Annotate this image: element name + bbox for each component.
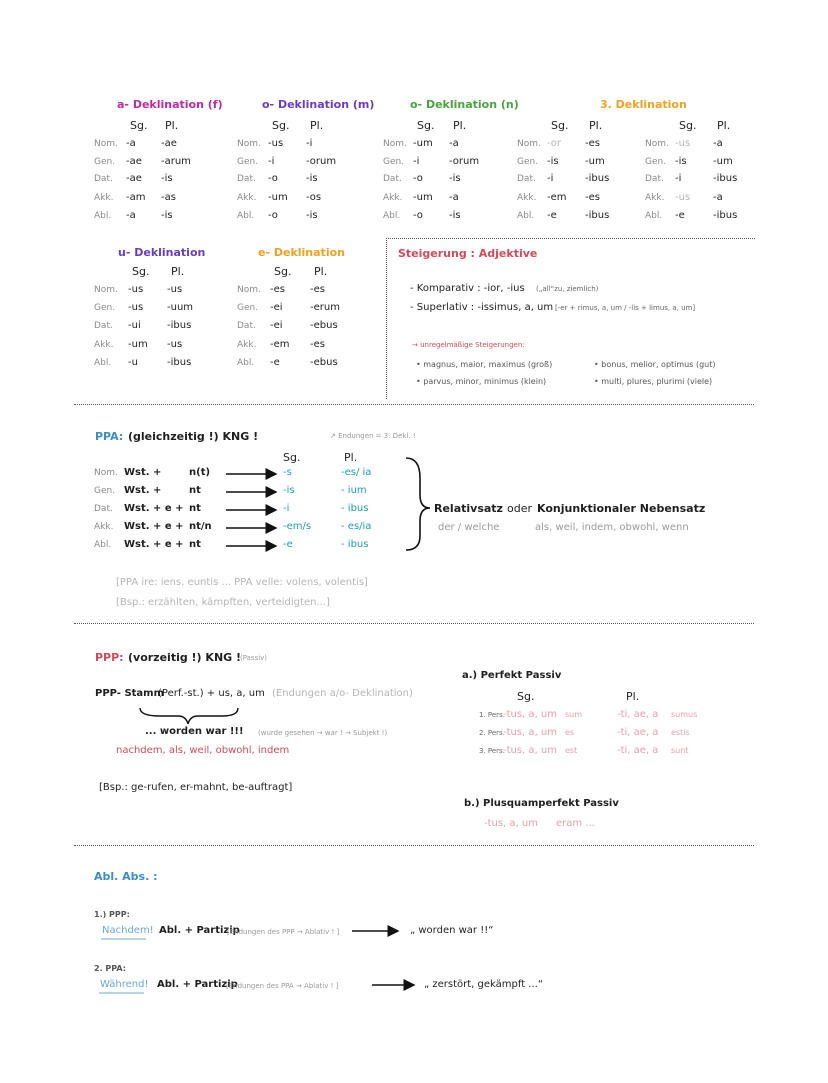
perfekt-person: 2. Pers. [479,729,505,737]
komparativ-rule: - Komparativ : -ior, -ius [410,283,525,294]
perfekt-person: 1. Pers. [479,711,505,719]
ppp-stem-detail: (Perf.-st.) + us, a, um [158,688,265,699]
ppa-sg-header: Sg. [283,451,301,464]
pl-ending: -ebus [310,357,338,368]
case-label: Nom. [383,139,407,149]
ppa-stem: Wst. + [124,467,162,478]
ppa-pl-ending: - ium [341,485,367,496]
sg-ending: -us [268,138,284,149]
case-label: Dat. [237,321,256,331]
case-label: Abl. [517,211,535,221]
ppa-sg-ending: -e [283,539,293,550]
sg-ending: -ei [270,302,283,313]
ppp-conjunctions: nachdem, als, weil, obwohl, indem [116,745,290,756]
abl-abs-result: „ zerstört, gekämpft ...“ [424,979,544,990]
ppa-sg-ending: -is [283,485,295,496]
relativsatz-label: Relativsatz [434,502,503,515]
abl-abs-result: „ worden war !!“ [410,925,494,936]
ppa-sg-ending: -i [283,503,290,514]
sg-ending: -ae [126,156,142,167]
sg-ending: -es [270,284,285,295]
pl-ending: -us [167,284,183,295]
ppa-brace [406,458,430,550]
sg-header: Sg. [679,119,697,132]
ppp-stem-note: (Endungen a/o- Deklination) [272,688,413,699]
perfekt-sg-header: Sg. [517,690,535,703]
pl-header: Pl. [165,119,179,132]
sg-ending: -um [128,339,148,350]
sg-header: Sg. [132,265,150,278]
pl-ending: -es [310,284,325,295]
konjunktional-label: Konjunktionaler Nebensatz [537,502,706,515]
case-label: Gen. [94,303,116,313]
case-label: Dat. [94,321,113,331]
perfekt-passiv-title: a.) Perfekt Passiv [462,670,562,681]
pl-ending: -es [585,192,600,203]
irregular-example: • magnus, maior, maximus (groß) [416,360,553,369]
ppa-stem: Wst. + e + [124,503,184,514]
case-label: Gen. [237,303,259,313]
sg-ending: -us [675,192,691,203]
case-label: Dat. [237,174,256,184]
case-label: Abl. [94,540,112,550]
ppp-worden-note: (wurde gesehen → war ! → Subjekt !) [258,729,388,737]
irregular-example: • parvus, minor, minimus (klein) [416,377,547,386]
pl-ending: -es [310,339,325,350]
declension-title: o- Deklination (m) [262,98,375,111]
pl-ending: -a [449,192,459,203]
ppa-pl-ending: -es/ ia [341,467,372,478]
case-label: Nom. [237,139,261,149]
irregular-label: → unregelmäßige Steigerungen: [412,341,525,349]
ppp-worden: ... worden war !!! [145,726,244,737]
pl-ending: -um [713,156,733,167]
sg-ending: -us [128,302,144,313]
perfekt-sg-ending: -tus, a, um [503,709,557,720]
case-label: Dat. [94,174,113,184]
pl-ending: -orum [306,156,337,167]
pl-header: Pl. [171,265,185,278]
ppa-sg-ending: -em/s [283,521,312,532]
sg-ending: -ei [270,320,283,331]
case-label: Gen. [94,486,116,496]
pl-ending: -ae [161,138,177,149]
perfekt-pl-ending: -ti, ae, a [617,709,659,720]
pl-ending: -ibus [585,173,610,184]
pl-ending: -ibus [167,320,192,331]
pl-ending: -es [585,138,600,149]
case-label: Akk. [94,193,114,203]
pl-ending: -ibus [713,173,738,184]
abl-abs-section-1: 1.) PPP: [94,910,130,919]
ppa-suffix: nt [189,485,201,496]
case-label: Akk. [237,340,257,350]
sg-ending: -um [268,192,288,203]
case-label: Abl. [645,211,663,221]
perfekt-sg-aux: sum [565,710,583,719]
abl-abs-rule: Abl. + Partizip [157,979,238,990]
perfekt-pl-aux: sunt [671,746,689,755]
abl-abs-note: [Endungen des PPP → Ablativ ! ] [227,928,340,936]
sg-ending: -us [675,138,691,149]
sg-ending: -o [413,210,423,221]
ppa-stem: Wst. + e + [124,539,184,550]
ppa-stem: Wst. + [124,485,162,496]
sg-ending: -i [268,156,275,167]
superlativ-note: [-er + rimus, a, um / -lis + limus, a, um] [555,304,696,312]
declension-title: o- Deklination (n) [410,98,519,111]
plusquamperfekt-aux: eram ... [556,818,595,829]
sg-ending: -a [126,210,136,221]
ppa-suffix: nt [189,503,201,514]
ppp-passiv-note: (Passiv) [240,654,268,662]
case-label: Akk. [94,340,114,350]
perfekt-sg-aux: es [565,728,575,737]
sg-ending: -e [675,210,685,221]
perfekt-pl-aux: estis [671,728,690,737]
case-label: Akk. [237,193,257,203]
ppa-endings-note: ↗ Endungen = 3. Dekl. ! [330,432,416,440]
perfekt-pl-header: Pl. [626,690,640,703]
case-label: Nom. [237,285,261,295]
ppa-suffix: nt [189,539,201,550]
ppa-subtitle: (gleichzeitig !) KNG ! [128,430,259,443]
ppa-arrows [226,474,276,546]
perfekt-sg-aux: est [565,746,578,755]
pl-ending: -uum [167,302,194,313]
case-label: Nom. [94,139,118,149]
case-label: Dat. [517,174,536,184]
pl-ending: -is [161,173,173,184]
sg-ending: -or [547,138,562,149]
conjunction-list: als, weil, indem, obwohl, wenn [535,522,689,533]
declension-title: 3. Deklination [600,98,687,111]
case-label: Nom. [517,139,541,149]
section-divider [74,623,754,624]
oder-label: oder [507,502,533,515]
sg-ending: -is [675,156,687,167]
case-label: Gen. [94,157,116,167]
ppa-sg-ending: -s [283,467,292,478]
komparativ-note: („all“zu, ziemlich) [536,285,599,293]
sg-header: Sg. [130,119,148,132]
irregular-example: • multi, plures, plurimi (viele) [594,377,713,386]
case-label: Nom. [94,285,118,295]
sg-ending: -em [547,192,567,203]
case-label: Abl. [94,358,112,368]
pl-ending: -us [167,339,183,350]
sg-ending: -e [270,357,280,368]
pl-ending: -arum [161,156,191,167]
case-label: Gen. [383,157,405,167]
sg-ending: -u [128,357,138,368]
ppa-pl-header: Pl. [344,451,358,464]
case-label: Abl. [237,358,255,368]
ppp-stem-label: PPP- Stamm [95,688,165,699]
perfekt-pl-aux: sumus [671,710,698,719]
irregular-example: • bonus, melior, optimus (gut) [594,360,716,369]
sg-ending: -um [413,192,433,203]
case-label: Nom. [94,468,118,478]
relativ-pronouns: der / welche [438,522,500,533]
pl-ending: -i [306,138,313,149]
sg-ending: -us [128,284,144,295]
pl-ending: -ibus [713,210,738,221]
ppa-stem: Wst. + e + [124,521,184,532]
case-label: Gen. [517,157,539,167]
case-label: Akk. [517,193,537,203]
ppa-note: [PPA ire: iens, euntis ... PPA velle: volens, volentis] [116,577,368,588]
abl-abs-title: Abl. Abs. : [94,870,158,883]
pl-ending: -a [449,138,459,149]
sg-ending: -um [413,138,433,149]
case-label: Nom. [645,139,669,149]
pl-ending: -ibus [585,210,610,221]
plusquamperfekt-ending: -tus, a, um [484,818,538,829]
pl-header: Pl. [717,119,731,132]
pl-ending: -a [713,138,723,149]
ppa-pl-ending: - es/ia [341,521,372,532]
case-label: Dat. [94,504,113,514]
case-label: Akk. [383,193,403,203]
pl-ending: -um [585,156,605,167]
pl-header: Pl. [453,119,467,132]
perfekt-sg-ending: -tus, a, um [503,745,557,756]
abl-abs-keyword: Während! [100,979,149,990]
sg-ending: -i [413,156,420,167]
ppa-suffix: nt/n [189,521,212,532]
case-label: Gen. [237,157,259,167]
perfekt-sg-ending: -tus, a, um [503,727,557,738]
case-label: Akk. [94,522,114,532]
sg-header: Sg. [551,119,569,132]
case-label: Dat. [645,174,664,184]
pl-header: Pl. [310,119,324,132]
sg-ending: -am [126,192,146,203]
pl-ending: -a [713,192,723,203]
sg-ending: -em [270,339,290,350]
declension-title: e- Deklination [258,246,345,259]
case-label: Abl. [94,211,112,221]
declension-title: a- Deklination (f) [117,98,223,111]
sg-header: Sg. [274,265,292,278]
ppa-suffix: n(t) [189,467,211,478]
pl-ending: -ebus [310,320,338,331]
sg-ending: -o [413,173,423,184]
pl-ending: -as [161,192,176,203]
sg-ending: -e [547,210,557,221]
perfekt-person: 3. Pers. [479,747,505,755]
ppa-example: [Bsp.: erzählten, kämpften, verteidigten...] [116,597,330,608]
superlativ-rule: - Superlativ : -issimus, a, um [410,302,554,313]
sg-ending: -o [268,173,278,184]
section-divider [74,845,754,846]
abl-abs-section-2: 2. PPA: [94,964,126,973]
sg-ending: -i [547,173,554,184]
ppp-brace [140,708,238,724]
case-label: Abl. [237,211,255,221]
pl-ending: -is [306,210,318,221]
sg-ending: -i [675,173,682,184]
sg-ending: -a [126,138,136,149]
case-label: Akk. [645,193,665,203]
sg-header: Sg. [272,119,290,132]
ppp-title: PPP: [95,651,124,664]
pl-ending: -is [449,210,461,221]
case-label: Gen. [645,157,667,167]
ppa-pl-ending: - ibus [341,503,369,514]
abl-abs-note: [Endungen des PPA → Ablativ ! ] [226,982,339,990]
pl-ending: -erum [310,302,340,313]
steigerung-title: Steigerung : Adjektive [398,247,538,260]
sg-ending: -is [547,156,559,167]
declension-title: u- Deklination [118,246,206,259]
case-label: Abl. [383,211,401,221]
ppa-title: PPA: [95,430,124,443]
plusquamperfekt-title: b.) Plusquamperfekt Passiv [464,798,619,809]
sg-ending: -ui [128,320,141,331]
pl-ending: -orum [449,156,480,167]
perfekt-pl-ending: -ti, ae, a [617,745,659,756]
ppa-pl-ending: - ibus [341,539,369,550]
pl-ending: -is [306,173,318,184]
ppp-example: [Bsp.: ge-rufen, er-mahnt, be-auftragt] [99,782,293,793]
abl-abs-rule: Abl. + Partizip [159,925,240,936]
sg-header: Sg. [417,119,435,132]
pl-ending: -is [449,173,461,184]
ppp-subtitle: (vorzeitig !) KNG ! [128,651,242,664]
pl-ending: -os [306,192,322,203]
case-label: Dat. [383,174,402,184]
abl-abs-keyword: Nachdem! [102,925,154,936]
pl-ending: -is [161,210,173,221]
sg-ending: -ae [126,173,142,184]
pl-header: Pl. [314,265,328,278]
perfekt-pl-ending: -ti, ae, a [617,727,659,738]
pl-ending: -ibus [167,357,192,368]
sg-ending: -o [268,210,278,221]
pl-header: Pl. [589,119,603,132]
